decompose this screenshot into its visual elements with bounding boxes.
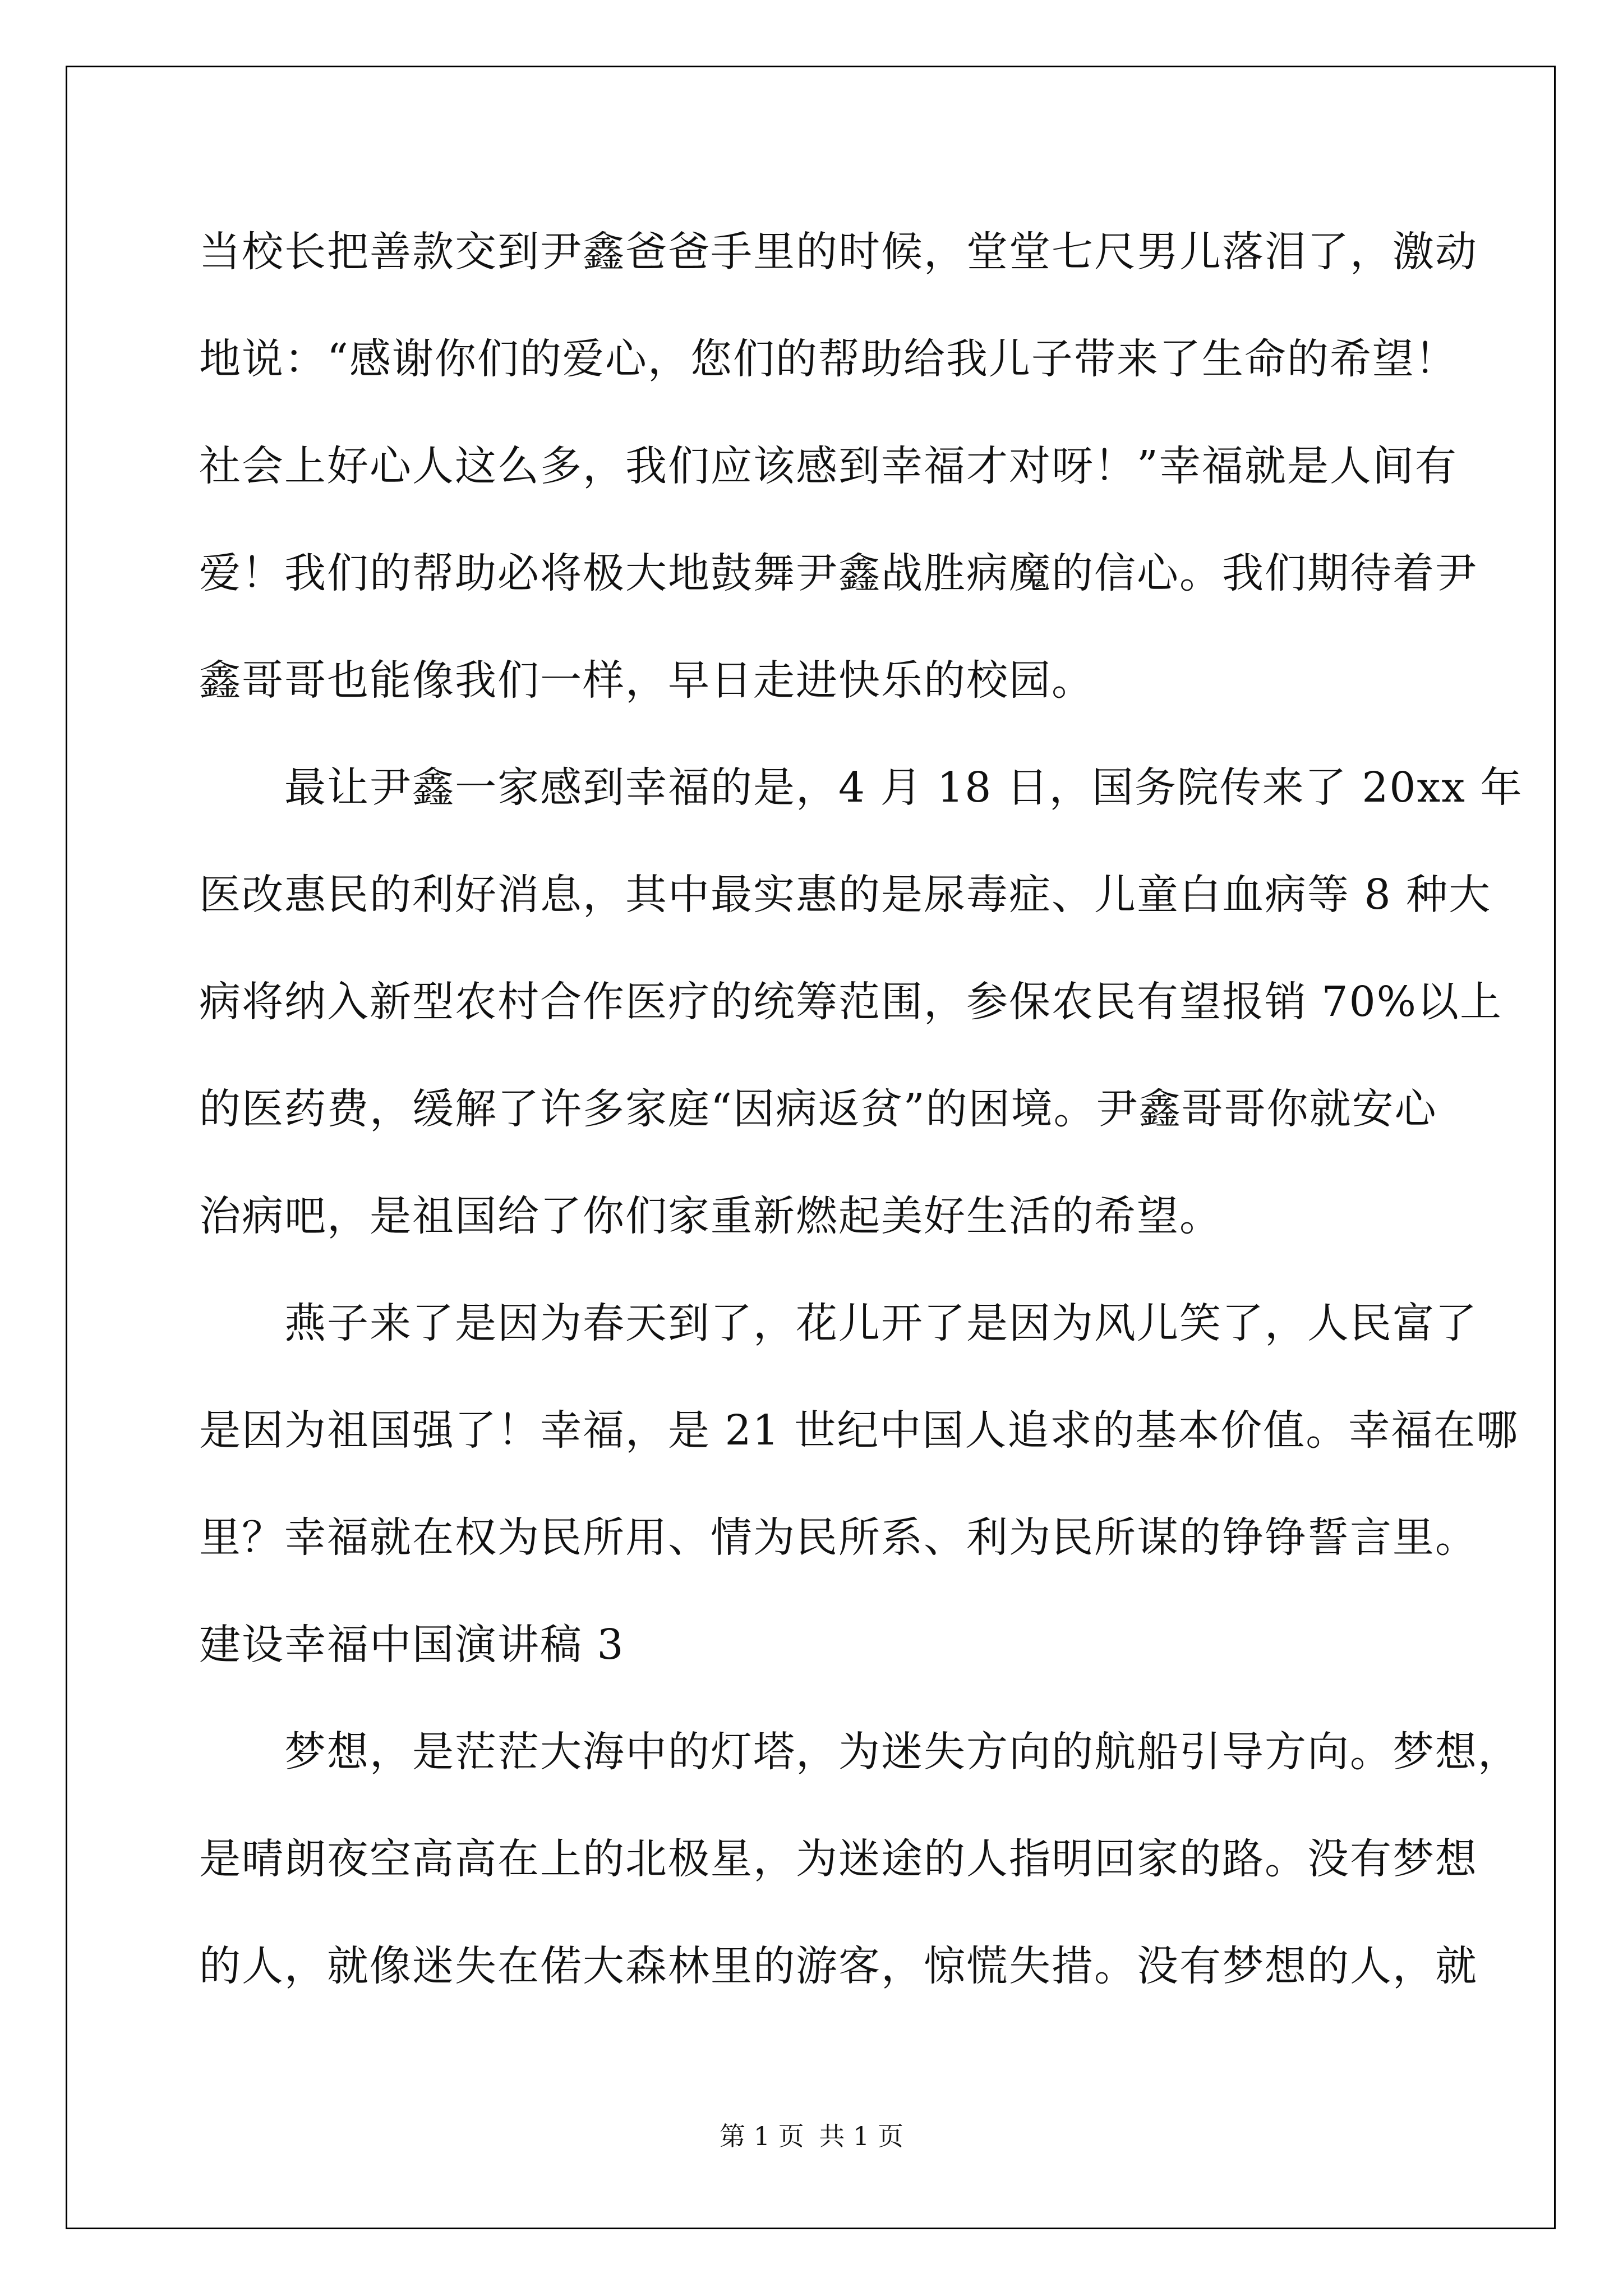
text-line: 当校长把善款交到尹鑫爸爸手里的时候，堂堂七尺男儿落泪了，激动 xyxy=(199,228,1478,276)
text-line: 鑫哥哥也能像我们一样，早日走进快乐的校园。 xyxy=(199,656,1094,705)
text-line: 是因为祖国强了！幸福，是 21 世纪中国人追求的基本价值。幸福在哪 xyxy=(199,1406,1519,1455)
text-line: 的医药费，缓解了许多家庭“因病返贫”的困境。尹鑫哥哥你就安心 xyxy=(199,1085,1437,1133)
text-line: 最让尹鑫一家感到幸福的是，4 月 18 日，国务院传来了 20xx 年 xyxy=(199,763,1523,812)
text-line: 里？幸福就在权为民所用、情为民所系、利为民所谋的铮铮誓言里。 xyxy=(199,1513,1478,1562)
text-line: 治病吧，是祖国给了你们家重新燃起美好生活的希望。 xyxy=(199,1192,1222,1240)
text-line: 是晴朗夜空高高在上的北极星，为迷途的人指明回家的路。没有梦想 xyxy=(199,1835,1478,1883)
text-line: 燕子来了是因为春天到了，花儿开了是因为风儿笑了，人民富了 xyxy=(199,1299,1478,1347)
text-line: 医改惠民的利好消息，其中最实惠的是尿毒症、儿童白血病等 8 种大 xyxy=(199,871,1492,919)
section-heading: 建设幸福中国演讲稿 3 xyxy=(199,1621,625,1669)
text-line: 梦想，是茫茫大海中的灯塔，为迷失方向的航船引导方向。梦想， xyxy=(199,1728,1520,1776)
text-line: 爱！我们的帮助必将极大地鼓舞尹鑫战胜病魔的信心。我们期待着尹 xyxy=(199,549,1478,597)
text-line: 社会上好心人这么多，我们应该感到幸福才对呀！”幸福就是人间有 xyxy=(199,442,1458,490)
page-number: 第 1 页 xyxy=(720,2121,804,2151)
page-border xyxy=(66,66,1556,2229)
text-line: 地说：“感谢你们的爱心，您们的帮助给我儿子带来了生命的希望！ xyxy=(199,335,1458,383)
text-line: 的人，就像迷失在偌大森林里的游客，惊慌失措。没有梦想的人，就 xyxy=(199,1942,1478,1990)
page-total: 共 1 页 xyxy=(819,2121,903,2151)
text-line: 病将纳入新型农村合作医疗的统筹范围，参保农民有望报销 70%以上 xyxy=(199,978,1502,1026)
page-footer xyxy=(0,2123,1623,2149)
